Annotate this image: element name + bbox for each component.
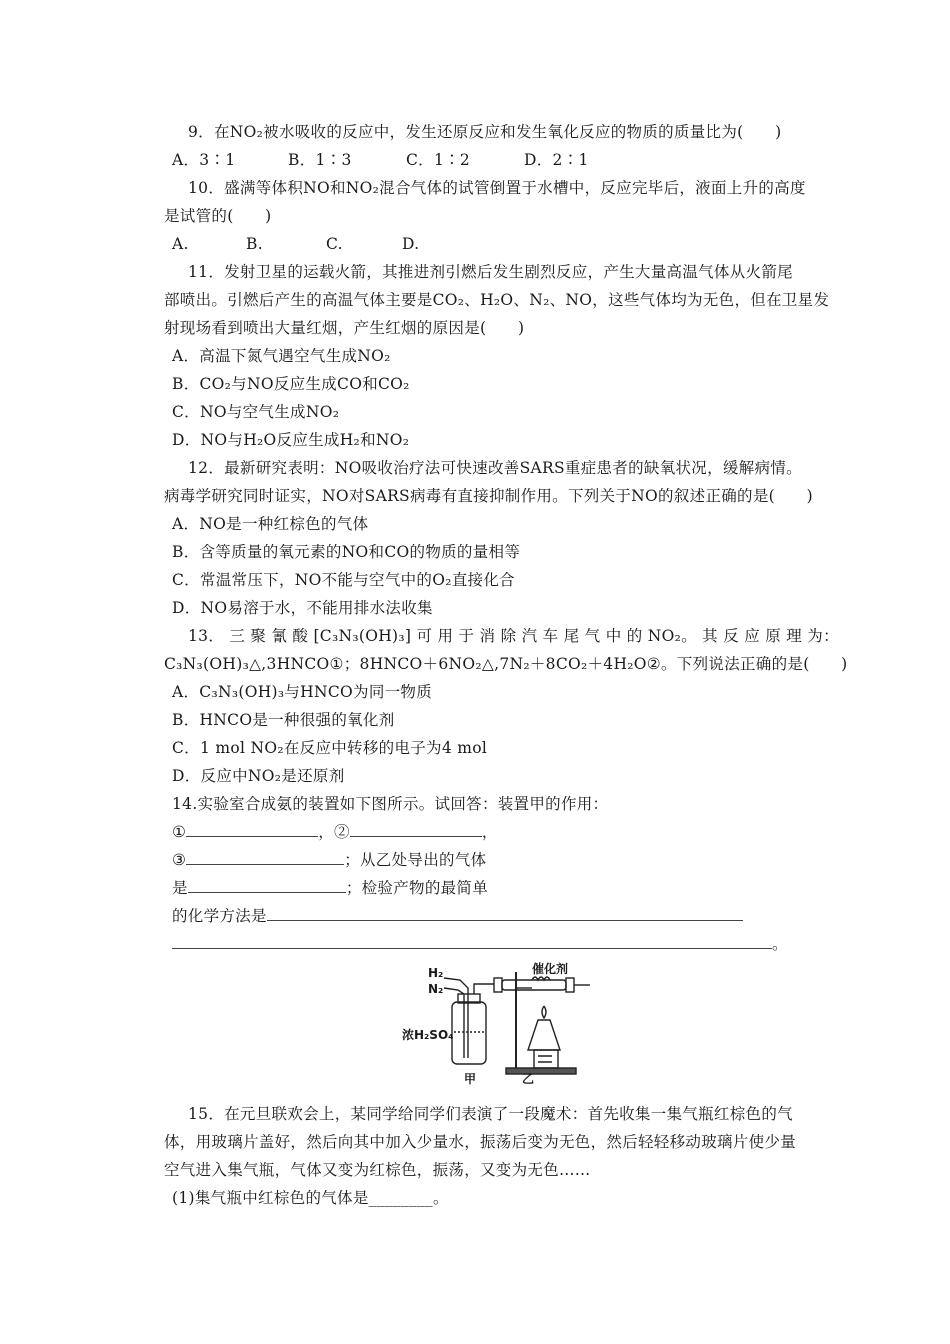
q15-line1: 15．在元旦联欢会上，某同学给同学们表演了一段魔术：首先收集一集气瓶红棕色的气	[188, 1105, 793, 1123]
q9-options	[172, 150, 589, 170]
q15-sub1: (1)集气瓶中红棕色的气体是________。	[172, 1189, 449, 1207]
q14-blank-row1	[172, 822, 498, 842]
q11-option-c: C．NO与空气生成NO₂	[172, 403, 340, 421]
q13-line2: C₃N₃(OH)₃△,3HNCO①；8HNCO＋6NO₂△,7N₂＋8CO₂＋4H₂O②。下列说法正确的是( )	[164, 655, 848, 673]
q14-blank-row2	[172, 850, 486, 870]
q9-option-b: B．1∶3	[288, 151, 352, 169]
acid-label: 浓H₂SO₄	[402, 1028, 454, 1042]
q15-line3: 空气进入集气瓶，气体又变为红棕色，振荡，又变为无色……	[164, 1161, 591, 1179]
q9-option-a: A．3∶1	[172, 151, 236, 169]
q14-blank2-label: ，②	[318, 823, 350, 841]
q9-option-d: D．2∶1	[524, 151, 589, 169]
q12-line2: 病毒学研究同时证实，NO对SARS病毒有直接抑制作用。下列关于NO的叙述正确的是( )	[164, 487, 813, 505]
q14-blank-row3	[172, 878, 488, 898]
q10-option-b: B.	[246, 235, 263, 253]
q10-line1: 10．盛满等体积NO和NO₂混合气体的试管倒置于水槽中，反应完毕后，液面上升的高度	[188, 179, 806, 197]
q14-blank-row4	[172, 906, 743, 926]
q11-option-b: B．CO₂与NO反应生成CO和CO₂	[172, 375, 410, 393]
ammonia-apparatus-figure	[402, 958, 600, 1088]
q11-line2: 部喷出。引燃后产生的高温气体主要是CO₂、H₂O、N₂、NO，这些气体均为无色，但在卫星发	[164, 291, 830, 309]
q13-option-c: C．1 mol NO₂在反应中转移的电子为4 mol	[172, 739, 488, 757]
q13-option-b: B．HNCO是一种很强的氧化剂	[172, 711, 395, 729]
q14-blank3-label: ③	[172, 851, 187, 869]
q14-line4-start: 是	[172, 879, 188, 897]
q14-blank2-end: ，	[481, 823, 498, 841]
q14-end: 。	[772, 935, 788, 953]
q12-option-b: B．含等质量的氧元素的NO和CO的物质的量相等	[172, 543, 521, 561]
q14-blank-row5	[172, 934, 788, 954]
q13-option-d: D．反应中NO₂是还原剂	[172, 767, 345, 785]
q12-option-d: D．NO易溶于水，不能用排水法收集	[172, 599, 433, 617]
apparatus-diagram	[420, 958, 600, 1088]
q10-line2: 是试管的( )	[164, 207, 272, 225]
q15-line2: 体，用玻璃片盖好，然后向其中加入少量水，振荡后变为无色，然后轻轻移动玻璃片使少量	[164, 1133, 797, 1151]
q9-stem: 9．在NO₂被水吸收的反应中，发生还原反应和发生氧化反应的物质的质量比为( )	[188, 123, 782, 141]
q12-option-c: C．常温常压下，NO不能与空气中的O₂直接化合	[172, 571, 515, 589]
q9-option-c: C．1∶2	[406, 151, 471, 169]
q12-option-a: A．NO是一种红棕色的气体	[172, 515, 369, 533]
q10-option-c: C.	[326, 235, 343, 253]
q11-option-a: A．高温下氮气遇空气生成NO₂	[172, 347, 391, 365]
q14-blank1-label: ①	[172, 823, 187, 841]
q14-blank6[interactable]	[172, 934, 772, 949]
yi-label: 乙	[522, 1072, 535, 1086]
q14-line5: 的化学方法是	[172, 907, 267, 925]
q14-stem: 14.实验室合成氨的装置如下图所示。试回答：装置甲的作用：	[172, 795, 609, 813]
q14-blank4[interactable]	[188, 878, 346, 893]
q14-after3: ；从乙处导出的气体	[344, 851, 487, 869]
catalyst-label: 催化剂	[532, 962, 569, 976]
q11-line3: 射现场看到喷出大量红烟，产生红烟的原因是( )	[164, 319, 525, 337]
q11-option-d: D．NO与H₂O反应生成H₂和NO₂	[172, 431, 410, 449]
q14-blank5[interactable]	[267, 906, 743, 921]
q13-line1: 13． 三 聚 氰 酸 [C₃N₃(OH)₃] 可 用 于 消 除 汽 车 尾 气 中 的 NO₂。 其 反 应 原 理 为：	[188, 627, 839, 645]
q14-blank1[interactable]	[186, 822, 318, 837]
q10-options	[172, 234, 419, 254]
q13-option-a: A．C₃N₃(OH)₃与HNCO为同一物质	[172, 683, 433, 701]
q10-option-d: D.	[402, 235, 420, 253]
q10-option-a: A.	[172, 235, 189, 253]
q11-line1: 11．发射卫星的运载火箭，其推进剂引燃后发生剧烈反应，产生大量高温气体从火箭尾	[188, 263, 793, 281]
jia-label: 甲	[464, 1072, 477, 1086]
q14-after4: ；检验产物的最简单	[345, 879, 489, 897]
q14-blank2[interactable]	[350, 822, 482, 837]
q12-line1: 12．最新研究表明：NO吸收治疗法可快速改善SARS重症患者的缺氧状况，缓解病情。	[188, 459, 802, 477]
h2-label: H₂	[428, 966, 444, 980]
n2-label: N₂	[428, 982, 444, 996]
q14-blank3[interactable]	[186, 850, 344, 865]
